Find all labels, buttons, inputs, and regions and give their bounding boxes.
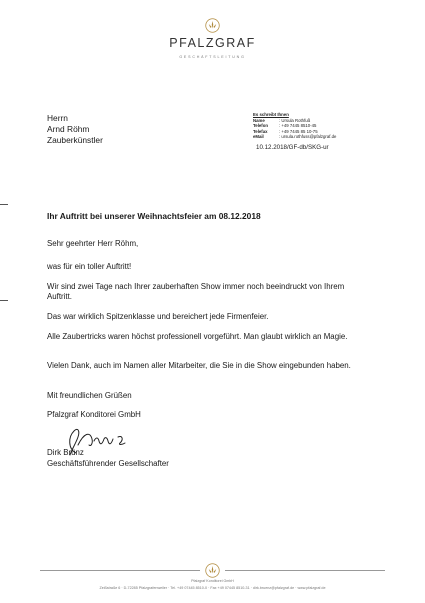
body-paragraph: was für ein toller Auftritt!: [47, 262, 132, 271]
contact-label: Telefon: [253, 123, 268, 129]
signature-block: [47, 448, 367, 470]
recipient-title: Zauberkünstler: [47, 135, 103, 146]
crown-logo-icon: [205, 18, 220, 33]
contact-row: [253, 134, 336, 140]
brand-tagline: GESCHÄFTSLEITUNG: [179, 55, 246, 59]
sender-company: Pfalzgraf Konditorei GmbH: [47, 410, 141, 419]
contact-email: : ursula.rothfuss@pfalzgraf.de: [279, 134, 337, 140]
footer-divider-right: [225, 570, 385, 571]
reference-line: 10.12.2018/GF-db/SKG-ur: [256, 144, 329, 151]
body-paragraph: Alle Zaubertricks waren höchst professionell vorgeführt. Man glaubt wirklich an Magie.: [47, 332, 348, 341]
footer-divider-left: [40, 570, 200, 571]
closing: Mit freundlichen Grüßen: [47, 391, 132, 400]
contact-value: : +49 7445 85 10-75: [279, 128, 318, 134]
footer-crown-logo-icon: [205, 563, 220, 578]
letter-subject: Ihr Auftritt bei unserer Weihnachtsfeier am 08.12.2018: [47, 211, 261, 221]
contact-header: Es schreibt Ihnen: [253, 112, 289, 117]
recipient-name: Arnd Röhm: [47, 124, 90, 135]
body-paragraph: Das war wirklich Spitzenklasse und bereichert jede Firmenfeier.: [47, 312, 269, 321]
contact-box: [253, 112, 336, 140]
footer-address: Zeißstraße 6 · D-72285 Pfalzgrafenweiler · Tel. +49 07445 8510-0 · Fax +49 07445 8510-31 · dirk.bruenz@pfalzgraf.de · www.pfalzgraf.de: [99, 586, 326, 590]
recipient-address: [47, 113, 103, 147]
fold-mark: [0, 204, 8, 205]
contact-label: eMail: [253, 134, 264, 140]
contact-label: Name: [253, 117, 265, 123]
signer-role: Geschäftsführender Gesellschafter: [47, 458, 169, 468]
footer-company: Pfalzgraf Konditorei GmbH: [191, 579, 234, 583]
punch-mark: [0, 300, 8, 301]
signer-name: Dirk Brünz: [47, 448, 84, 457]
contact-value: : Ursula Rothfuß: [279, 117, 311, 123]
contact-value: : +49 7445 8510-45: [279, 123, 317, 129]
greeting: Sehr geehrter Herr Röhm,: [47, 239, 139, 248]
brand-name: PFALZGRAF: [169, 36, 256, 50]
recipient-salutation: Herrn: [47, 113, 68, 123]
body-paragraph: Vielen Dank, auch im Namen aller Mitarbeiter, die Sie in die Show eingebunden haben.: [47, 361, 351, 370]
body-paragraph: Wir sind zwei Tage nach Ihrer zauberhaften Show immer noch beeindruckt von Ihrem Auftritt.: [47, 282, 345, 302]
contact-label: Telefax: [253, 128, 268, 134]
